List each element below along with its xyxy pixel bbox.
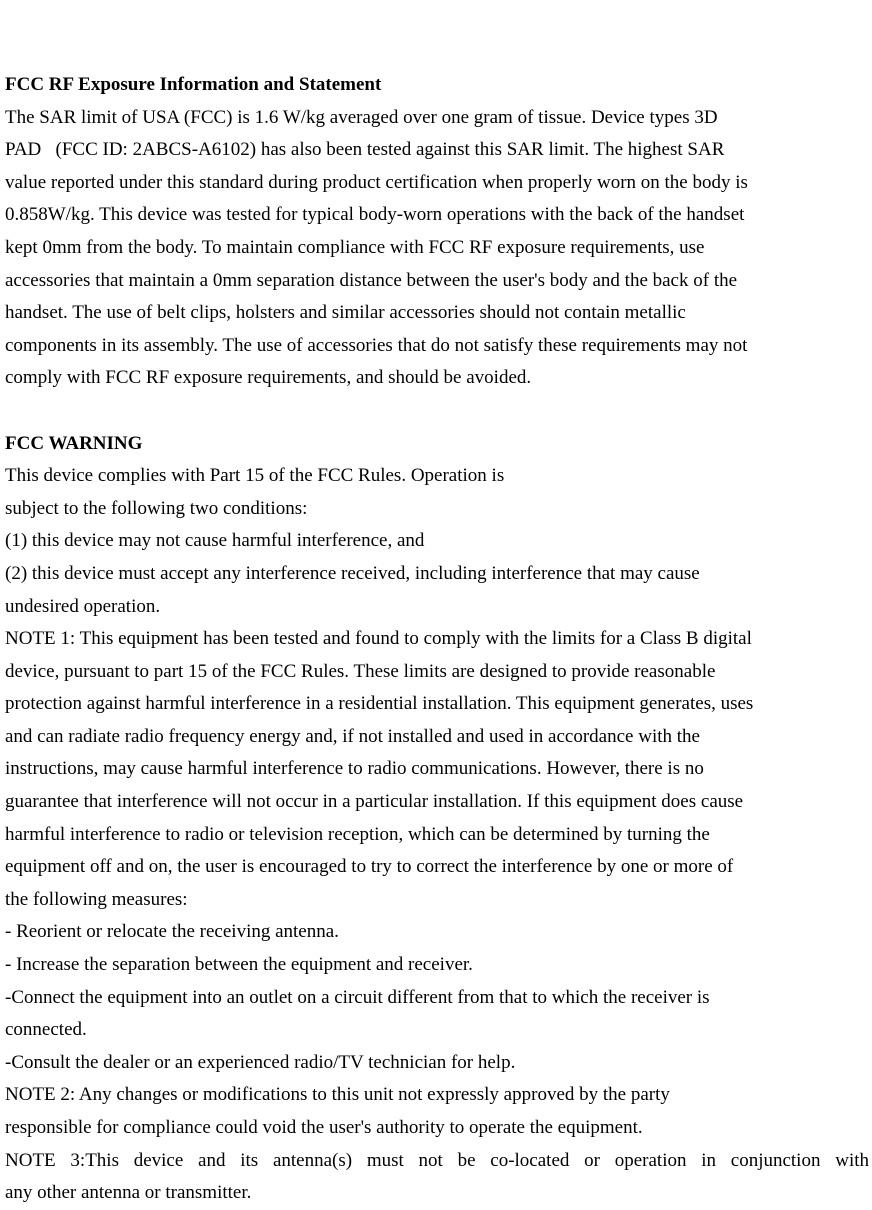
warning-text-line: This device complies with Part 15 of the FCC Rules. Operation is bbox=[5, 465, 505, 487]
section-spacer bbox=[5, 395, 869, 428]
warning-text-line: protection against harmful interference in a residential installation. This equipment generates, uses bbox=[5, 693, 754, 715]
sar-text-line: comply with FCC RF exposure requirements, and should be avoided. bbox=[5, 367, 532, 389]
warning-section-title: FCC WARNING bbox=[5, 432, 143, 454]
warning-text-line: undesired operation. bbox=[5, 595, 161, 617]
warning-text-line: - Increase the separation between the equipment and receiver. bbox=[5, 954, 473, 976]
warning-text-line: device, pursuant to part 15 of the FCC Rules. These limits are designed to provide reasonable bbox=[5, 660, 716, 682]
document-page bbox=[5, 69, 869, 1210]
warning-text-line: guarantee that interference will not occur in a particular installation. If this equipment does cause bbox=[5, 791, 744, 813]
warning-text-line: responsible for compliance could void the user's authority to operate the equipment. bbox=[5, 1117, 643, 1138]
sar-section bbox=[5, 69, 869, 395]
warning-text-line: (2) this device must accept any interference received, including interference that may cause bbox=[5, 562, 700, 584]
warning-text-line: instructions, may cause harmful interference to radio communications. However, there is no bbox=[5, 758, 704, 780]
sar-text-line: 0.858W/kg. This device was tested for typical body-worn operations with the back of the handset bbox=[5, 204, 745, 226]
sar-text-line: The SAR limit of USA (FCC) is 1.6 W/kg averaged over one gram of tissue. Device types 3D bbox=[5, 106, 718, 128]
sar-text-line: handset. The use of belt clips, holsters and similar accessories should not contain metallic bbox=[5, 302, 686, 324]
warning-text-line: equipment off and on, the user is encouraged to try to correct the interference by one or more of bbox=[5, 856, 734, 878]
warning-text-line: harmful interference to radio or television reception, which can be determined by turning the bbox=[5, 823, 710, 845]
warning-text-line: NOTE 2: Any changes or modifications to this unit not expressly approved by the party bbox=[5, 1084, 670, 1106]
warning-text-line: NOTE 1: This equipment has been tested and found to comply with the limits for a Class B digital bbox=[5, 628, 752, 650]
warning-text-line: the following measures: bbox=[5, 888, 188, 910]
sar-text-line: value reported under this standard during product certification when properly worn on the body is bbox=[5, 171, 748, 193]
sar-text-line: kept 0mm from the body. To maintain compliance with FCC RF exposure requirements, use bbox=[5, 236, 705, 258]
warning-text-line: and can radiate radio frequency energy and, if not installed and used in accordance with the bbox=[5, 725, 700, 747]
note3-line: NOTE 3:This device and its antenna(s) must not be co-located or operation in conjunction with bbox=[5, 1149, 869, 1171]
sar-text-line: components in its assembly. The use of accessories that do not satisfy these requirements may not bbox=[5, 334, 748, 356]
note3-line: any other antenna or transmitter. bbox=[5, 1182, 252, 1204]
warning-text-line: (1) this device may not cause harmful interference, and bbox=[5, 530, 425, 552]
sar-text-line: accessories that maintain a 0mm separation distance between the user's body and the back of the bbox=[5, 269, 738, 291]
warning-text-line: connected. bbox=[5, 1019, 87, 1041]
sar-section-title: FCC RF Exposure Information and Statement bbox=[5, 74, 382, 95]
warning-section bbox=[5, 428, 869, 1210]
warning-text-line: - Reorient or relocate the receiving antenna. bbox=[5, 921, 339, 943]
warning-text-line: -Connect the equipment into an outlet on a circuit different from that to which the receiver is bbox=[5, 986, 710, 1008]
warning-text-line: -Consult the dealer or an experienced radio/TV technician for help. bbox=[5, 1051, 516, 1073]
warning-text-line: subject to the following two conditions: bbox=[5, 497, 308, 519]
sar-text-line: PAD (FCC ID: 2ABCS-A6102) has also been tested against this SAR limit. The highest SAR bbox=[5, 139, 725, 161]
